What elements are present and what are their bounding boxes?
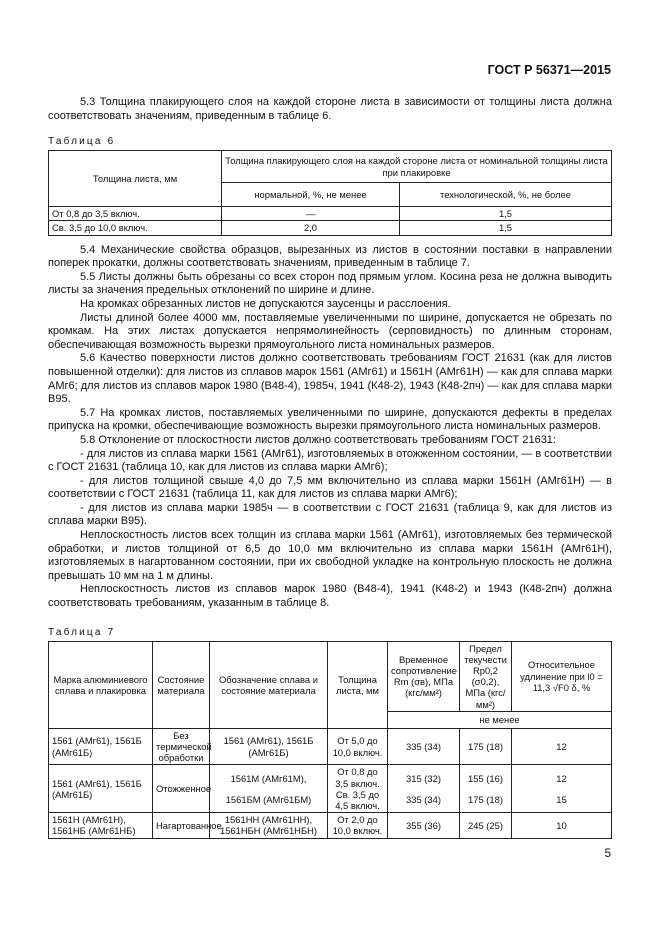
table6-header-group: Толщина плакирующего слоя на каждой стороне листа от номинальной толщины листа при плакировке bbox=[222, 151, 612, 183]
paragraph: На кромках обрезанных листов не допускаются заусенцы и расслоения. bbox=[80, 297, 451, 310]
table6-cell: 2,0 bbox=[222, 221, 400, 235]
table6-cell: От 0,8 до 3,5 включ. bbox=[49, 207, 222, 221]
table7-designation-a: 1561М (АМг61М), bbox=[230, 772, 307, 784]
table6-header-thickness: Толщина листа, мм bbox=[49, 151, 222, 207]
table7-cell-designation bbox=[210, 765, 328, 813]
table7-yield-a: 155 (16) bbox=[468, 772, 503, 784]
table7-header-thickness: Толщина листа, мм bbox=[328, 641, 388, 728]
document-header: ГОСТ Р 56371—2015 bbox=[487, 63, 611, 77]
paragraph: - для листов толщиной свыше 4,0 до 7,5 мм включительно из сплава марки 1561Н (АМг61Н) — в соответствии с ГОСТ 21631 (таблица 11, как для листов из сплава марки АМг6); bbox=[48, 474, 612, 501]
paragraph: Неплоскостность листов всех толщин из сплава марки 1561 (АМг61), изготовляемых без термической обработки, и листов толщиной от 6,5 до 10,0 мм включительно из сплава марки 1561Н (АМг61Н), изготовляемых в нагартованном состоянии, при их свободной укладке на контрольную плоскость не должна превышать 10 мм на 1 м длины. bbox=[48, 529, 612, 582]
paragraph: Неплоскостность листов из сплавов марок 1980 (В48-4), 1941 (К48-2) и 1943 (К48-2пч) должна соответствовать требованиям, указанным в таблице 8. bbox=[48, 583, 612, 610]
paragraph: Листы длиной более 4000 мм, поставляемые увеличенными по ширине, допускается не обрезать по кромкам. На этих листах допускается непрямолинейность (серповидность) по длинным сторонам, обеспечивающая возможность вырезки прямоугольного листа номинальных размеров. bbox=[48, 311, 612, 351]
table7-yield-b: 175 (18) bbox=[468, 793, 503, 805]
table7-caption: Таблица 7 bbox=[48, 626, 116, 638]
table6-cell: 1,5 bbox=[400, 207, 612, 221]
paragraph: 5.5 Листы должны быть обрезаны со всех сторон под прямым углом. Косина реза не должна выводить листы за значения предельных отклонений по ширине и длине. bbox=[48, 270, 612, 297]
page-content bbox=[48, 96, 612, 839]
table7-cell-yield: 245 (25) bbox=[460, 813, 512, 838]
table6 bbox=[48, 150, 612, 235]
table7-header-grade: Марка алюминиевого сплава и плакировка bbox=[49, 641, 153, 728]
table7 bbox=[48, 641, 612, 839]
paragraph: 5.8 Отклонение от плоскостности листов должно соответствовать требованиям ГОСТ 21631: bbox=[80, 433, 556, 446]
table7-header-designation: Обозначение сплава и состояние материала bbox=[210, 641, 328, 728]
table7-cell-strength: 355 (36) bbox=[388, 813, 460, 838]
paragraph: 5.4 Механические свойства образцов, вырезанных из листов в состоянии поставки в направлении поперек прокатки, должны соответствовать значениям, приведенным в таблице 7. bbox=[48, 243, 612, 270]
table7-cell-designation: 1561 (АМг61), 1561Б (АМг61Б) bbox=[210, 728, 328, 765]
table7-thickness-b: Св. 3,5 до 4,5 включ. bbox=[335, 788, 380, 812]
table7-cell-designation: 1561НН (АМг61НН), 1561НБН (АМг61НБН) bbox=[210, 813, 328, 838]
table7-cell-thickness: От 2,0 до 10,0 включ. bbox=[328, 813, 388, 838]
table7-strength-b: 335 (34) bbox=[406, 793, 441, 805]
table7-cell-yield bbox=[460, 765, 512, 813]
table7-elong-a: 12 bbox=[556, 772, 567, 784]
page-number: 5 bbox=[604, 848, 611, 860]
table6-cell: 1,5 bbox=[400, 221, 612, 235]
paragraph: - для листов из сплава марки 1985ч — в соответствии с ГОСТ 21631 (таблица 9, как для листов из сплава марки В95). bbox=[48, 501, 612, 528]
table7-cell-elongation: 12 bbox=[512, 728, 612, 765]
table7-designation-b: 1561БМ (АМг61БМ) bbox=[225, 793, 312, 805]
table7-cell-thickness bbox=[328, 765, 388, 813]
paragraph-5-3: 5.3 Толщина плакирующего слоя на каждой стороне листа в зависимости от толщины листа должна соответствовать значениям, приведенным в таблице 6. bbox=[48, 96, 612, 122]
table7-cell-strength: 335 (34) bbox=[388, 728, 460, 765]
paragraph: 5.7 На кромках листов, поставляемых увеличенными по ширине, допускаются дефекты в пределах припуска на кромки, обеспечивающие возможность вырезки прямоугольного листа номинальных размеров. bbox=[48, 406, 612, 433]
table7-cell-strength bbox=[388, 765, 460, 813]
table7-cell-elongation: 10 bbox=[512, 813, 612, 838]
table7-cell-state: Нагартованное bbox=[153, 813, 210, 838]
table6-cell: — bbox=[222, 207, 400, 221]
paragraph: 5.6 Качество поверхности листов должно соответствовать требованиям ГОСТ 21631 (как для листов повышенной отделки): для листов из сплавов марок 1561 (АМг61) и 1561Н (АМг61Н) — как для сплава марки АМг6; для листов из сплавов марок 1980 (В48-4), 1985ч, 1941 (К48-2), 1943 (К48-2пч) — как для сплава марки В95. bbox=[48, 352, 612, 406]
table7-cell-grade: 1561Н (АМг61Н), 1561НБ (АМг61НБ) bbox=[49, 813, 153, 838]
table6-header-tech: технологической, %, не более bbox=[400, 183, 612, 207]
table7-cell-elongation bbox=[512, 765, 612, 813]
body-paragraphs bbox=[48, 244, 612, 611]
table7-header-min: не менее bbox=[388, 711, 612, 728]
table7-thickness-a: От 0,8 до 3,5 включ. bbox=[335, 766, 380, 789]
table7-cell-grade: 1561 (АМг61), 1561Б (АМг61Б) bbox=[49, 765, 153, 813]
paragraph: - для листов из сплава марки 1561 (АМг61), изготовляемых в отожженном состоянии, — в соответствии с ГОСТ 21631 (таблица 10, как для листов из сплава марки АМг6); bbox=[48, 447, 612, 474]
table7-cell-yield: 175 (18) bbox=[460, 728, 512, 765]
table6-cell: Св. 3,5 до 10,0 включ. bbox=[49, 221, 222, 235]
table6-caption: Таблица 6 bbox=[48, 136, 116, 148]
table7-strength-a: 315 (32) bbox=[406, 772, 441, 784]
table7-header-yield: Предел текучести Rp0,2 (σ0,2), МПа (кгс/мм²) bbox=[460, 641, 512, 711]
table6-header-normal: нормальной, %, не менее bbox=[222, 183, 400, 207]
table7-header-elongation: Относительное удлинение при l0 = 11,3 √F0 δ, % bbox=[512, 641, 612, 711]
table7-cell-grade: 1561 (АМг61), 1561Б (АМг61Б) bbox=[49, 728, 153, 765]
table7-cell-state: Отожженное bbox=[153, 765, 210, 813]
table7-cell-state: Без термической обработки bbox=[153, 728, 210, 765]
table7-header-strength: Временное сопротивление Rm (σв), МПа (кгс/мм²) bbox=[388, 641, 460, 711]
table7-cell-thickness: От 5,0 до 10,0 включ. bbox=[328, 728, 388, 765]
table7-header-state: Состояние материала bbox=[153, 641, 210, 728]
table7-elong-b: 15 bbox=[556, 793, 567, 805]
